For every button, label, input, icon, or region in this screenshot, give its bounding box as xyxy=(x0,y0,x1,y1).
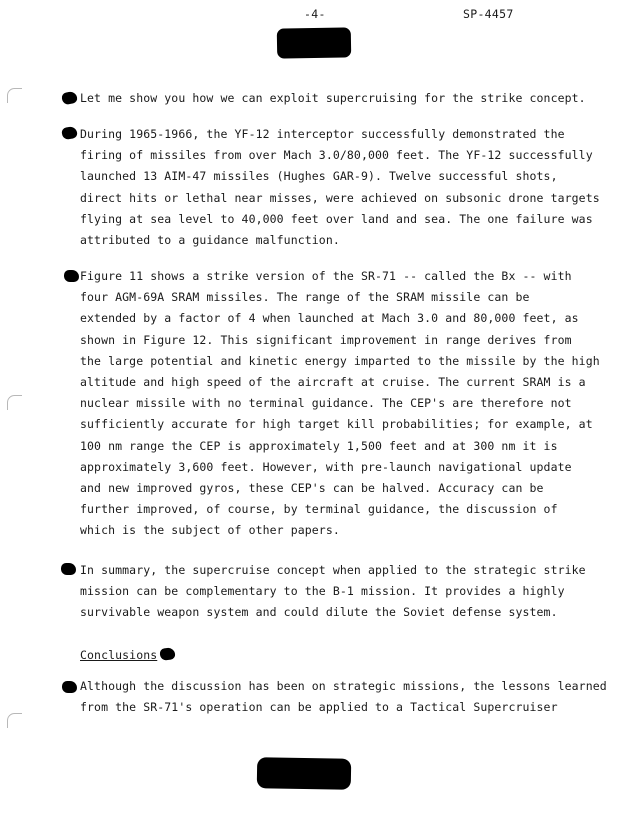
document-id: SP-4457 xyxy=(463,7,514,21)
paragraph-line: approximately 3,600 feet. However, with pre-launch navigational update xyxy=(80,459,572,474)
paragraph-line: shown in Figure 12. This significant improvement in range derives from xyxy=(80,332,572,347)
classification-marker xyxy=(61,91,78,106)
paragraph-line: extended by a factor of 4 when launched at Mach 3.0 and 80,000 feet, as xyxy=(80,311,579,326)
paragraph-line: attributed to a guidance malfunction. xyxy=(80,233,340,248)
classification-marker xyxy=(61,126,78,140)
paragraph-strike-version xyxy=(80,266,600,542)
paragraph-line: further improved, of course, by terminal guidance, the discussion of xyxy=(80,502,558,517)
page-number: -4- xyxy=(304,7,326,21)
paragraph-line: four AGM-69A SRAM missiles. The range of the SRAM missile can be xyxy=(80,290,530,305)
paragraph-line: mission can be complementary to the B-1 mission. It provides a highly xyxy=(80,584,565,599)
paragraph-conclusions xyxy=(80,676,607,718)
paragraph-line: flying at sea level to 40,000 feet over land and sea. The one failure was xyxy=(80,211,593,226)
paragraph-line: Let me show you how we can exploit supercruising for the strike concept. xyxy=(80,91,586,105)
binder-hole-mark xyxy=(7,713,22,728)
paragraph-exploit-supercruising xyxy=(80,88,586,109)
paragraph-line: the large potential and kinetic energy imparted to the missile by the high xyxy=(80,353,600,368)
paragraph-yf12-demonstration xyxy=(80,124,600,251)
conclusions-heading: Conclusions xyxy=(80,648,158,662)
paragraph-line: direct hits or lethal near misses, were achieved on subsonic drone targets xyxy=(80,190,600,205)
paragraph-line: altitude and high speed of the aircraft at cruise. The current SRAM is a xyxy=(80,375,586,390)
paragraph-line: nuclear missile with no terminal guidance. The CEP's are therefore not xyxy=(80,396,572,411)
paragraph-line: which is the subject of other papers. xyxy=(80,523,340,538)
paragraph-summary xyxy=(80,560,586,624)
bottom-redaction-block xyxy=(257,757,352,790)
top-redaction-block xyxy=(277,27,352,58)
classification-marker xyxy=(61,563,76,575)
classification-marker xyxy=(62,681,77,693)
binder-hole-mark xyxy=(7,395,22,410)
paragraph-line: firing of missiles from over Mach 3.0/80,000 feet. The YF-12 successfully xyxy=(80,148,593,163)
paragraph-line: and new improved gyros, these CEP's can be halved. Accuracy can be xyxy=(80,481,544,496)
paragraph-line: survivable weapon system and could dilute the Soviet defense system. xyxy=(80,605,558,620)
paragraph-line: sufficiently accurate for high target kill probabilities; for example, at xyxy=(80,417,593,432)
paragraph-line: launched 13 AIM-47 missiles (Hughes GAR-9). Twelve successful shots, xyxy=(80,169,558,184)
paragraph-line: 100 nm range the CEP is approximately 1,500 feet and at 300 nm it is xyxy=(80,438,558,453)
paragraph-line: Although the discussion has been on strategic missions, the lessons learned xyxy=(80,679,607,693)
paragraph-line: In summary, the supercruise concept when applied to the strategic strike xyxy=(80,563,586,577)
paragraph-line: During 1965-1966, the YF-12 interceptor successfully demonstrated the xyxy=(80,127,565,141)
binder-hole-mark xyxy=(7,88,22,103)
paragraph-line: Figure 11 shows a strike version of the SR-71 -- called the Bx -- with xyxy=(80,269,572,283)
paragraph-line: from the SR-71's operation can be applied to a Tactical Supercruiser xyxy=(80,700,558,715)
classification-marker xyxy=(64,270,79,282)
